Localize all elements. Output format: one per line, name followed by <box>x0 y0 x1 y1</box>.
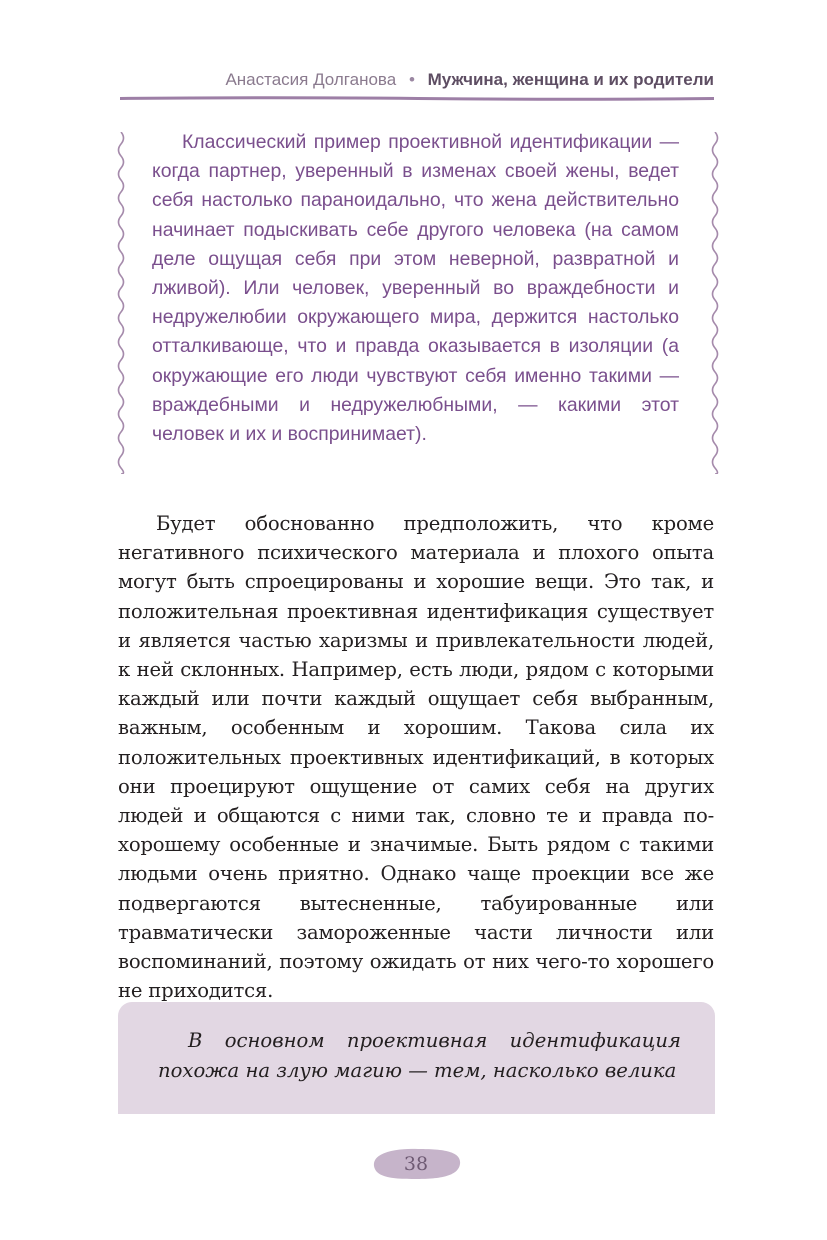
running-head <box>120 70 714 90</box>
decorative-wavy-border-left <box>114 132 128 474</box>
quote-box <box>118 1002 715 1114</box>
aside-example <box>152 128 679 449</box>
page-number: 38 <box>403 1153 429 1175</box>
header-rule <box>118 94 716 104</box>
page-number-badge <box>368 1144 464 1184</box>
header-book-title: Мужчина, женщина и их родители <box>427 70 714 89</box>
header-separator: • <box>408 70 415 89</box>
main-text <box>118 509 714 1005</box>
body-paragraph: Будет обоснованно предположить, что кроме негативного психического материала и плохого опыта могут быть спроецированы и хорошие вещи. Это так, и положительная проективная идентификация существует и является частью харизмы и привлекательности людей, к ней склонных. Например, есть люди, рядом с которыми каждый или почти каждый ощущает себя выбранным, важным, особенным и хорошим. Такова сила их положительных проективных идентификаций, в которых они проецируют ощущение от самих себя на других людей и общаются с ними так, словно те и правда по-хорошему особенные и значимые. Быть рядом с такими людьми очень приятно. Однако чаще проекции все же подвергаются вытесненные, табуированные или травматически замороженные части личности или воспоминаний, поэтому ожидать от них чего-то хорошего не приходится. <box>118 512 714 1003</box>
decorative-wavy-border-right <box>708 132 722 474</box>
header-author: Анастасия Долганова <box>225 70 397 89</box>
quote-text: В основном проективная идентификация похожа на злую магию — тем, насколько велика <box>158 1029 681 1082</box>
aside-paragraph: Классический пример проективной идентификации — когда партнер, уверенный в изменах своей жены, ведет себя настолько параноидально, что жена действительно начинает подыскивать себе другого человека (на самом деле ощущая себя при этом неверной, развратной и лживой). Или человек, уверенный во враждебности и недружелюбии окружающего мира, держится настолько отталкивающе, что и правда оказывается в изоляции (а окружающие его люди чувствуют себя именно такими — враждебными и недружелюбными, — какими этот человек и их и воспринимает). <box>152 131 679 446</box>
